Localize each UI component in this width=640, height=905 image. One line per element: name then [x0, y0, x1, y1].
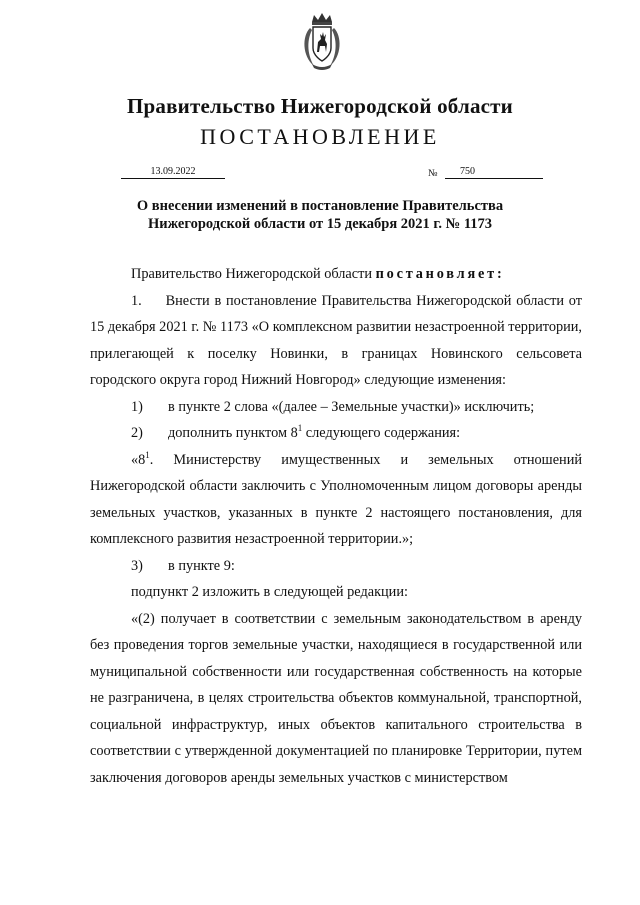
document-number: 750: [445, 166, 543, 179]
item-text: в пункте 9:: [168, 557, 235, 574]
quote-text: . Министерству имущественных и земельных отношений Нижегородской области заключить с Уполномоченным лицом договоры аренды земельных участков, указанных в пункте 2 настоящего постановления, для комплексного развития незастроенной территории.»;: [90, 451, 582, 547]
superscript: 1: [145, 449, 150, 460]
document-date: 13.09.2022: [121, 166, 225, 179]
list-item-1: [90, 394, 582, 421]
subparagraph-line: подпункт 2 изложить в следующей редакции:: [131, 584, 408, 600]
quoted-paragraph-8-1: [90, 447, 582, 553]
subject-line-2: Нижегородской области от 15 декабря 2021 г. № 1173: [147, 216, 493, 232]
superscript: 1: [297, 423, 303, 434]
item-text-b: следующего содержания:: [302, 425, 461, 441]
number-label: №: [428, 168, 438, 179]
government-title: Правительство Нижегородской области: [127, 94, 513, 118]
item-number: 1): [131, 398, 143, 415]
item-text: [168, 420, 460, 447]
item-number: 3): [131, 557, 143, 574]
intro-paragraph: [90, 261, 582, 288]
intro-text: Правительство Нижегородской области: [131, 266, 376, 282]
item-text: в пункте 2 слова «(далее – Земельные участки)» исключить;: [168, 398, 535, 415]
quoted-paragraph-2: «(2) получает в соответствии с земельным законодательством в аренду без проведения торгов земельные участки, находящиеся в государственной или муниципальной собственности или государственная собственность на которые не разграничена, в целях строительства объектов коммунальной, транспортной, социальной инфраструктур, иных объектов капитального строительства в соответствии с утвержденной документацией по планировке Территории, путем заключения договоров аренды земельных участков с министерством: [90, 610, 582, 786]
document-body: [90, 261, 586, 791]
list-item-3: [90, 553, 582, 580]
document-subject: [100, 197, 540, 233]
list-item-2: [90, 420, 582, 447]
document-type: ПОСТАНОВЛЕНИЕ: [200, 124, 440, 149]
subject-line-1: О внесении изменений в постановление Правительства: [136, 198, 504, 214]
quote-start: «8: [131, 451, 146, 468]
coat-of-arms-emblem: [300, 12, 344, 72]
paragraph-1: 1. Внести в постановление Правительства Нижегородской области от 15 декабря 2021 г. № 1173 «О комплексном развитии незастроенной территории, прилегающей к поселку Новинки, в границах Новинского сельсовета городского округа город Нижний Новгород» следующие изменения:: [90, 292, 586, 388]
decree-verb: постановляет:: [375, 266, 505, 282]
item-number: 2): [131, 425, 143, 441]
item-text-a: дополнить пунктом 8: [168, 425, 298, 441]
